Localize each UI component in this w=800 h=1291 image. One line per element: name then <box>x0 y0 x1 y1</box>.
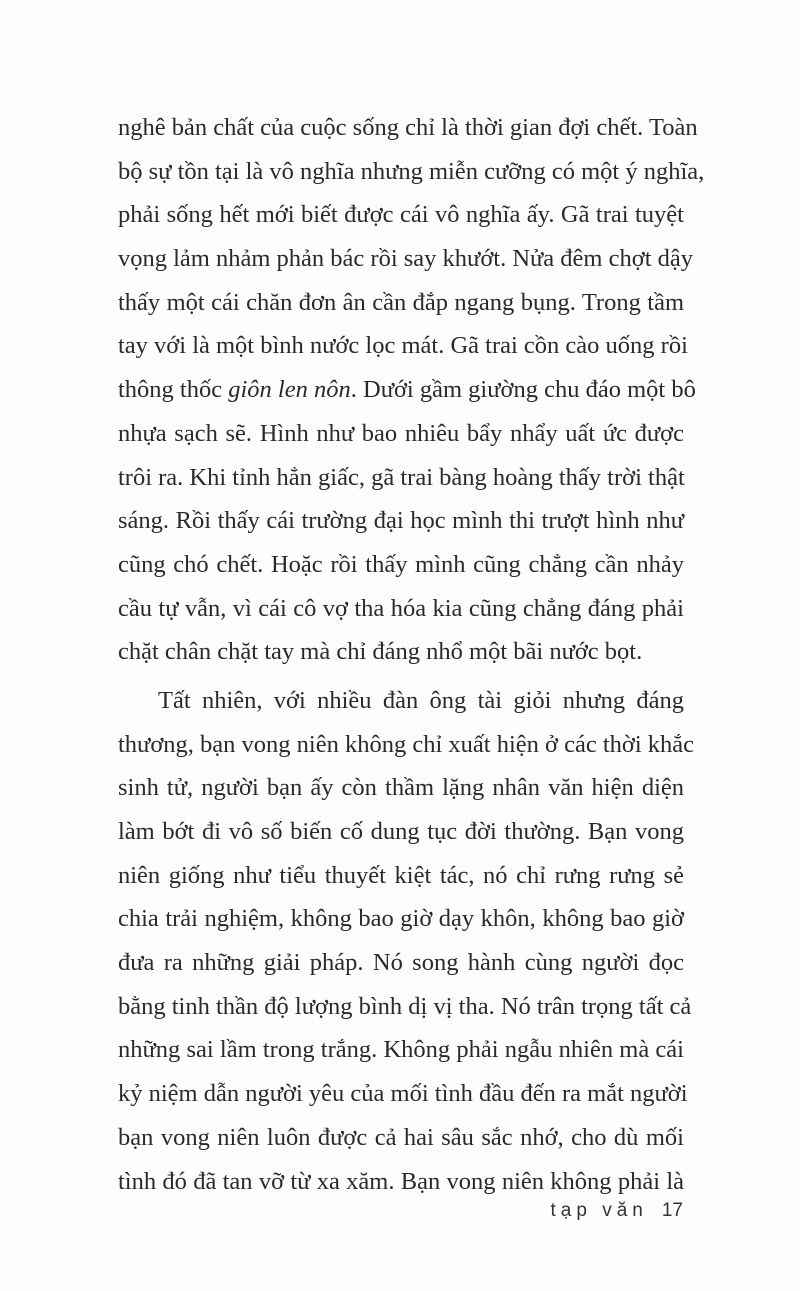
text-segment: . Dưới gầm giường chu đáo một bô <box>350 376 696 404</box>
paragraph-1 <box>118 106 705 674</box>
text-line: làm bớt đi vô số biến cố dung tục đời thường. Bạn vong <box>118 818 684 845</box>
text-line: bạn vong niên luôn được cả hai sâu sắc nhớ, cho dù mối <box>118 1123 684 1151</box>
text-line: chặt chân chặt tay mà chỉ đáng nhổ một bãi nước bọt. <box>118 638 643 666</box>
text-line: đưa ra những giải pháp. Nó song hành cùng người đọc <box>118 949 684 977</box>
text-line: nhựa sạch sẽ. Hình như bao nhiêu bẩy nhẩy uất ức được <box>118 419 684 447</box>
page-number: 17 <box>661 1200 683 1221</box>
text-line: cầu tự vẫn, vì cái cô vợ tha hóa kia cũng chẳng đáng phải <box>118 594 684 622</box>
text-line <box>118 368 696 412</box>
page-footer <box>551 1200 683 1222</box>
text-line: cũng chó chết. Hoặc rồi thấy mình cũng chẳng cần nhảy <box>118 550 684 578</box>
text-line: trôi ra. Khi tỉnh hẳn giấc, gã trai bàng hoàng thấy trời thật <box>118 463 685 491</box>
page-body <box>118 106 705 1203</box>
text-line: bộ sự tồn tại là vô nghĩa nhưng miễn cưỡng có một ý nghĩa, <box>118 157 705 185</box>
text-line: Tất nhiên, với nhiều đàn ông tài giỏi nhưng đáng <box>158 686 684 714</box>
text-line: thương, bạn vong niên không chỉ xuất hiện ở các thời khắc <box>118 730 695 758</box>
text-segment: thông thốc <box>118 376 223 404</box>
text-line: vọng lảm nhảm phản bác rồi say khướt. Nửa đêm chợt dậy <box>118 245 693 273</box>
text-line: sáng. Rồi thấy cái trường đại học mình thi trượt hình như <box>118 507 684 535</box>
text-line: kỷ niệm dẫn người yêu của mối tình đầu đến ra mắt người <box>118 1080 688 1108</box>
text-line: niên giống như tiểu thuyết kiệt tác, nó chỉ rưng rưng sẻ <box>118 861 684 889</box>
italic-phrase: giôn len nôn <box>228 376 351 404</box>
text-line: tình đó đã tan vỡ từ xa xăm. Bạn vong niên không phải là <box>118 1167 684 1195</box>
text-line: tay với là một bình nước lọc mát. Gã trai cồn cào uống rồi <box>118 332 688 360</box>
paragraph-2 <box>118 679 695 1203</box>
text-line: nghê bản chất của cuộc sống chỉ là thời gian đợi chết. Toàn <box>118 114 698 141</box>
text-line: chia trải nghiệm, không bao giờ dạy khôn, không bao giờ <box>118 905 684 933</box>
section-title: tạp văn <box>550 1200 648 1221</box>
text-line: bằng tinh thần độ lượng bình dị vị tha. Nó trân trọng tất cả <box>118 992 692 1020</box>
text-line: phải sống hết mới biết được cái vô nghĩa ấy. Gã trai tuyệt <box>118 201 684 229</box>
text-line: những sai lầm trong trắng. Không phải ngẫu nhiên mà cái <box>118 1036 684 1064</box>
text-line: thấy một cái chăn đơn ân cần đắp ngang bụng. Trong tầm <box>118 288 684 316</box>
text-line: sinh tử, người bạn ấy còn thầm lặng nhân văn hiện diện <box>118 774 684 802</box>
